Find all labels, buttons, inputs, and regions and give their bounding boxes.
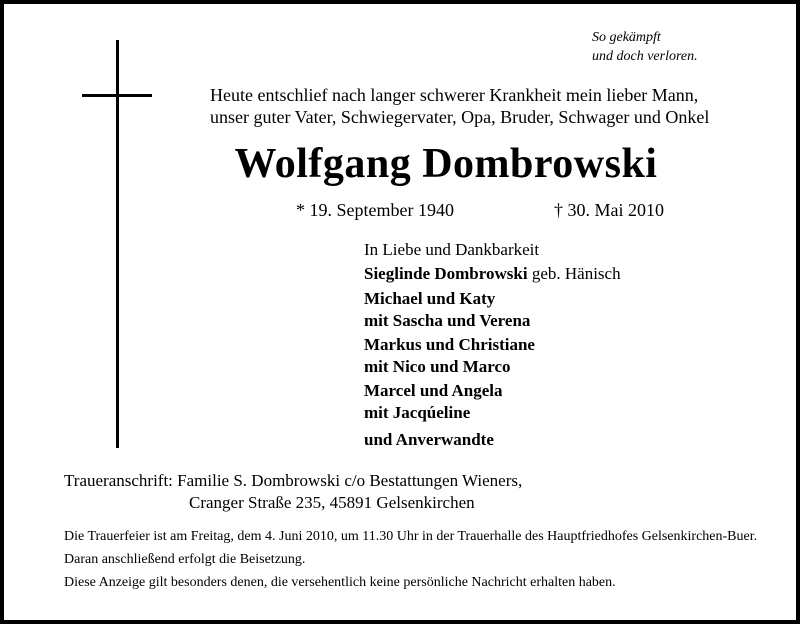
death-date: † 30. Mai 2010 [554, 200, 664, 220]
burial-info: Daran anschließend erfolgt die Beisetzung. [64, 552, 306, 567]
mourner-line: mit Nico und Marco [364, 357, 511, 376]
mourners-list [364, 238, 621, 452]
mourner-line: Markus und Christiane [364, 335, 535, 354]
motto-line: So gekämpft [592, 30, 661, 45]
spouse-line [364, 262, 621, 286]
mourner-group [364, 380, 621, 424]
address-line: Traueranschrift: Familie S. Dombrowski c/o Bestattungen Wieners, [64, 471, 523, 490]
intro-line: Heute entschlief nach langer schwerer Krankheit mein lieber Mann, [210, 85, 699, 105]
mourners-heading: In Liebe und Dankbarkeit [364, 240, 540, 259]
mourning-address [64, 470, 522, 514]
motto-line: und doch verloren. [592, 49, 698, 64]
mourner-line: mit Sascha und Verena [364, 311, 531, 330]
birth-date: * 19. September 1940 [296, 200, 454, 220]
address-line: Cranger Straße 235, 45891 Gelsenkirchen [189, 493, 475, 512]
deceased-name: Wolfgang Dombrowski [234, 141, 658, 187]
funeral-info: Die Trauerfeier ist am Freitag, dem 4. Juni 2010, um 11.30 Uhr in der Trauerhalle des Hauptfriedhofes Gelsenkirchen-Buer. [64, 529, 758, 544]
mourner-line: mit Jacqúeline [364, 403, 471, 422]
cross-icon-vertical [116, 40, 119, 448]
intro-text [210, 84, 709, 128]
spouse-maiden-name: geb. Hänisch [527, 264, 621, 283]
intro-line: unser guter Vater, Schwiegervater, Opa, Bruder, Schwager und Onkel [210, 107, 710, 127]
mourner-line: Marcel und Angela [364, 381, 503, 400]
motto [592, 28, 698, 66]
mourner-group [364, 288, 621, 332]
footer-notes [64, 528, 774, 597]
notice-disclaimer: Diese Anzeige gilt besonders denen, die versehentlich keine persönliche Nachricht erhalten haben. [64, 575, 616, 590]
mourner-line: Michael und Katy [364, 289, 496, 308]
mourner-group [364, 334, 621, 378]
mourners-closing: und Anverwandte [364, 430, 494, 449]
cross-icon-horizontal [82, 94, 152, 97]
spouse-name: Sieglinde Dombrowski [364, 264, 528, 283]
